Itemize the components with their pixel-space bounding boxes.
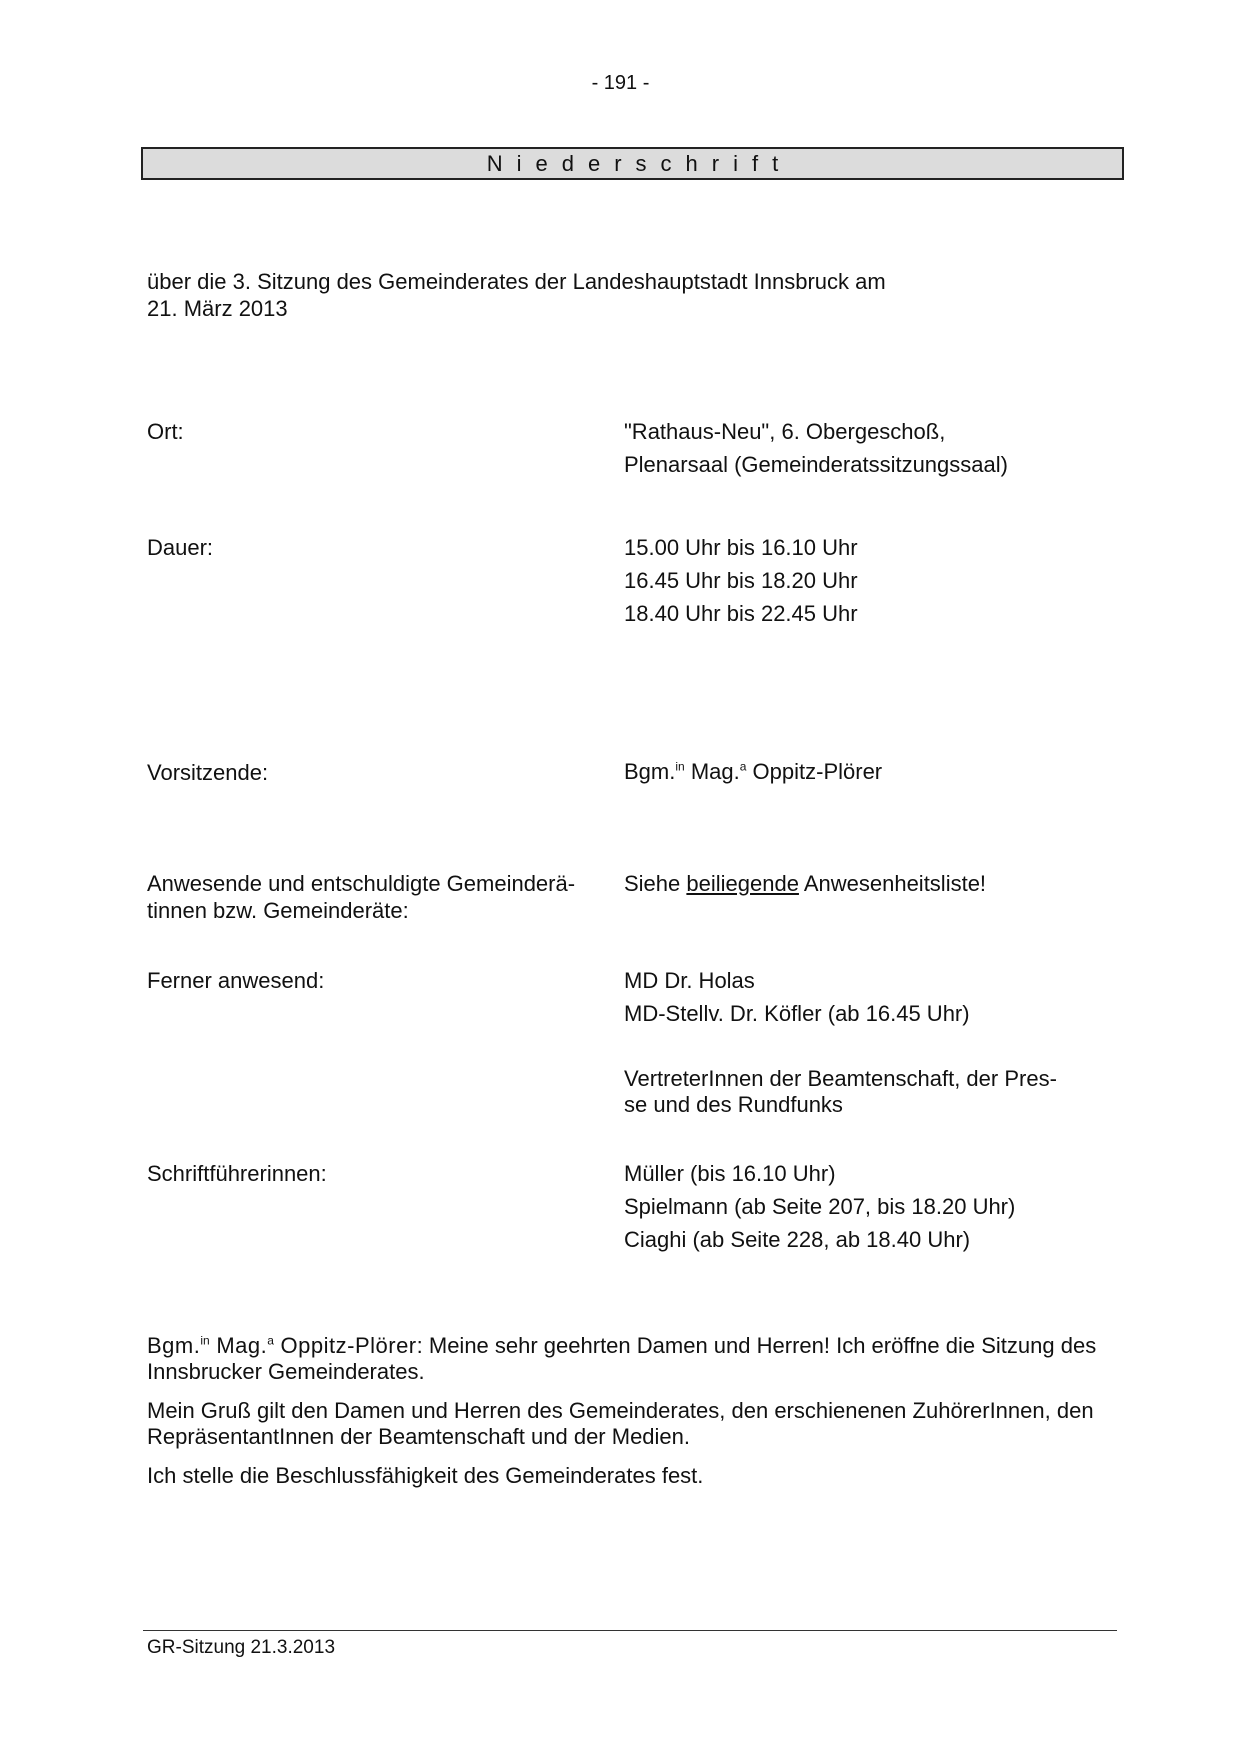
speech-block [147,1333,1107,1502]
schrift-value [624,1160,1094,1259]
dauer-line: 18.40 Uhr bis 22.45 Uhr [624,601,858,626]
dauer-label: Dauer: [147,535,214,560]
schrift-line: Spielmann (ab Seite 207, bis 18.20 Uhr) [624,1194,1016,1219]
anwesende-value [624,870,1094,897]
ort-line: "Rathaus-Neu", 6. Obergeschoß, [624,419,946,444]
speaker-bgm: Bgm. [147,1333,201,1358]
page-number: - 191 - [591,72,650,94]
footer-text: GR-Sitzung 21.3.2013 [147,1637,336,1658]
schrift-line: Müller (bis 16.10 Uhr) [624,1161,836,1186]
ferner-extra [624,1066,1094,1118]
chair-name: Oppitz-Plörer [746,759,883,784]
dauer-value [624,534,1094,633]
speech-paragraph-3: Ich stelle die Beschlussfähigkeit des Gemeinderates fest. [147,1463,704,1488]
ort-value [624,418,1094,484]
ferner-line: MD-Stellv. Dr. Köfler (ab 16.45 Uhr) [624,1001,970,1026]
document-title-box [141,147,1124,180]
ort-label: Ort: [147,419,184,444]
intro-line-2: 21. März 2013 [147,296,288,321]
anwesende-underlined: beiliegende [686,871,799,896]
ferner-extra-line-2: se und des Rundfunks [624,1092,843,1117]
ort-line: Plenarsaal (Gemeinderatssitzungssaal) [624,452,1008,477]
bgm-title: Bgm. [624,759,676,784]
vorsitzende-value [624,759,1094,785]
vorsitzende-label: Vorsitzende: [147,760,269,785]
speaker-mag: Mag. [209,1333,268,1358]
speech-paragraph-1 [147,1333,1107,1385]
speaker-mag-suffix: a [267,1333,274,1348]
anwesende-pre: Siehe [624,871,687,896]
ferner-line: MD Dr. Holas [624,968,755,993]
ferner-label: Ferner anwesend: [147,968,325,993]
footer-divider [143,1630,1117,1631]
speech-paragraph-2: Mein Gruß gilt den Damen und Herren des Gemeinderates, den erschienenen ZuhörerInnen, den RepräsentantInnen der Beamtenschaft und der Medien. [147,1398,1094,1449]
speaker-bgm-suffix: in [200,1333,210,1348]
dauer-line: 15.00 Uhr bis 16.10 Uhr [624,535,858,560]
intro-line-1: über die 3. Sitzung des Gemeinderates der Landeshauptstadt Innsbruck am [147,269,886,294]
speaker-name: Oppitz-Plörer [273,1333,417,1358]
bgm-suffix: in [675,759,685,774]
speech-text-1: : Meine sehr geehrten Damen und Herren! Ich eröffne die Sitzung des Innsbrucker Gemeinderates. [147,1333,1097,1384]
intro-text [147,268,1047,322]
ferner-extra-line-1: VertreterInnen der Beamtenschaft, der Pres- [624,1066,1057,1091]
document-title: Niederschrift [486,150,793,176]
mag-suffix: a [739,759,747,774]
anwesende-label [147,870,607,924]
anwesende-label-line-2: tinnen bzw. Gemeinderäte: [147,898,409,923]
schrift-line: Ciaghi (ab Seite 228, ab 18.40 Uhr) [624,1227,971,1252]
mag-title: Mag. [684,759,740,784]
anwesende-post: Anwesenheitsliste! [798,871,987,896]
schrift-label: Schriftführerinnen: [147,1161,327,1186]
anwesende-label-line-1: Anwesende und entschuldigte Gemeinderä- [147,871,576,896]
dauer-line: 16.45 Uhr bis 18.20 Uhr [624,568,858,593]
ferner-value [624,967,1094,1033]
